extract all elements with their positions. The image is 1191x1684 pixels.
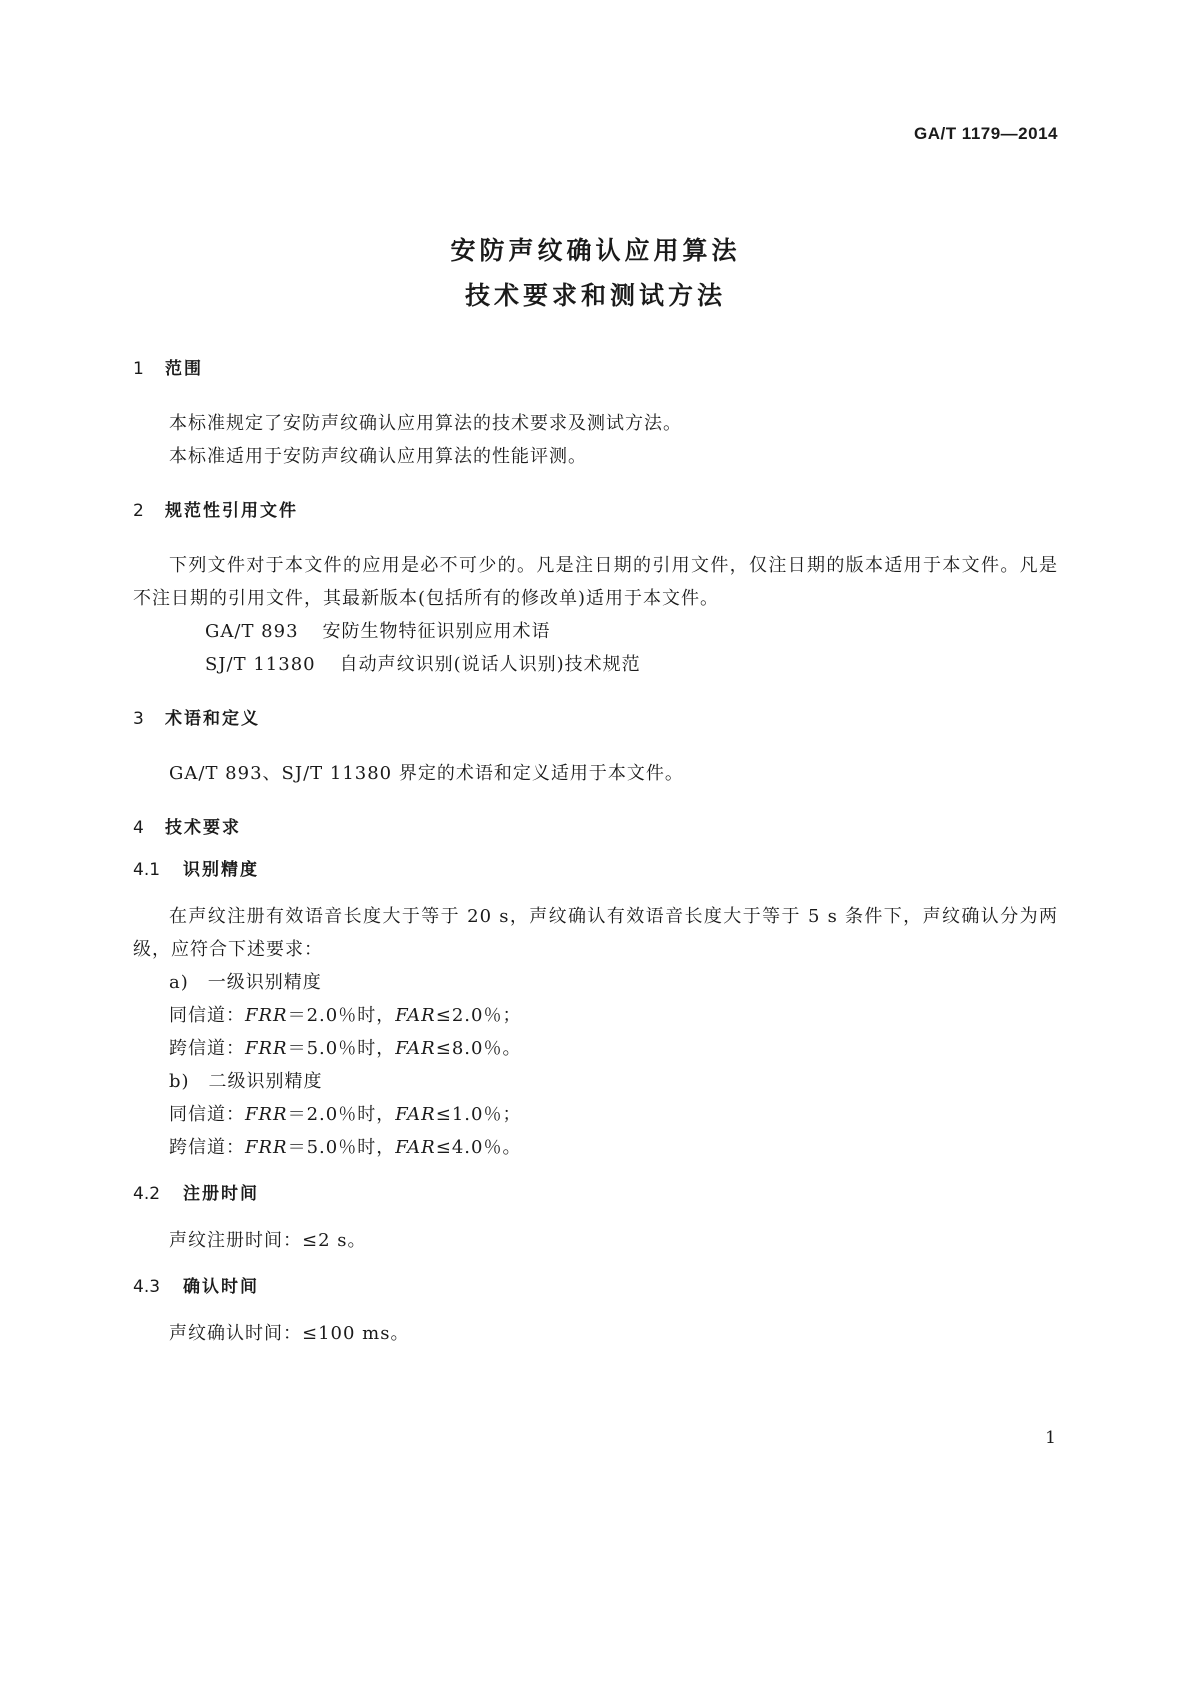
document-title xyxy=(0,228,1191,318)
frr-value: ＝2.0％时， xyxy=(287,1104,396,1125)
subsection-4-1-heading xyxy=(133,858,1058,882)
channel-label: 跨信道： xyxy=(169,1038,245,1059)
section-title: 规范性引用文件 xyxy=(165,501,298,521)
reference-code: GA/T 893 xyxy=(205,621,299,642)
accuracy-cross-channel-a xyxy=(133,1032,1058,1065)
section-title: 技术要求 xyxy=(165,818,241,838)
paragraph: 在声纹注册有效语音长度大于等于 20 s，声纹确认有效语音长度大于等于 5 s 条件下，声纹确认分为两级，应符合下述要求： xyxy=(133,906,1058,960)
section-3-heading xyxy=(133,707,1058,731)
paragraph: 本标准适用于安防声纹确认应用算法的性能评测。 xyxy=(169,446,587,467)
far-value: ≤8.0％。 xyxy=(435,1038,522,1059)
accuracy-same-channel-a xyxy=(133,999,1058,1032)
far-symbol: FAR xyxy=(395,1005,436,1026)
section-number: 2 xyxy=(133,501,144,521)
paragraph: 声纹注册时间：≤2 s。 xyxy=(169,1230,367,1251)
frr-value: ＝2.0％时， xyxy=(287,1005,396,1026)
section-title: 术语和定义 xyxy=(165,709,260,729)
list-item-b: b) 二级识别精度 xyxy=(169,1071,323,1092)
reference-item xyxy=(133,615,1058,648)
frr-symbol: FRR xyxy=(245,1038,288,1059)
standard-number: GA/T 1179—2014 xyxy=(913,124,1058,143)
frr-value: ＝5.0％时， xyxy=(287,1038,396,1059)
subsection-4-2-heading xyxy=(133,1182,1058,1206)
subsection-number: 4.1 xyxy=(133,860,161,880)
reference-item xyxy=(133,648,1058,681)
subsection-4-3-heading xyxy=(133,1275,1058,1299)
list-item-a: a) 一级识别精度 xyxy=(169,972,322,993)
reference-code: SJ/T 11380 xyxy=(205,654,316,675)
subsection-number: 4.3 xyxy=(133,1277,161,1297)
subsection-title: 确认时间 xyxy=(183,1277,259,1297)
far-value: ≤4.0％。 xyxy=(435,1137,522,1158)
title-line-2: 技术要求和测试方法 xyxy=(464,281,726,310)
accuracy-same-channel-b xyxy=(133,1098,1058,1131)
section-number: 1 xyxy=(133,359,144,379)
paragraph: GA/T 893、SJ/T 11380 界定的术语和定义适用于本文件。 xyxy=(169,763,684,784)
far-value: ≤2.0％； xyxy=(435,1005,522,1026)
title-line-1: 安防声纹确认应用算法 xyxy=(450,236,741,265)
section-2-heading xyxy=(133,499,1058,523)
subsection-title: 注册时间 xyxy=(183,1184,259,1204)
paragraph: 本标准规定了安防声纹确认应用算法的技术要求及测试方法。 xyxy=(169,413,682,434)
channel-label: 同信道： xyxy=(169,1104,245,1125)
far-symbol: FAR xyxy=(395,1104,436,1125)
section-title: 范围 xyxy=(165,359,203,379)
far-symbol: FAR xyxy=(395,1038,436,1059)
far-symbol: FAR xyxy=(395,1137,436,1158)
channel-label: 跨信道： xyxy=(169,1137,245,1158)
section-number: 3 xyxy=(133,709,144,729)
paragraph: 声纹确认时间：≤100 ms。 xyxy=(169,1323,410,1344)
frr-symbol: FRR xyxy=(245,1137,288,1158)
section-4-heading xyxy=(133,816,1058,840)
frr-value: ＝5.0％时， xyxy=(287,1137,396,1158)
reference-title: 安防生物特征识别应用术语 xyxy=(322,621,551,642)
reference-title: 自动声纹识别(说话人识别)技术规范 xyxy=(339,654,641,675)
section-1-heading xyxy=(133,357,1058,381)
frr-symbol: FRR xyxy=(245,1104,288,1125)
document-body xyxy=(133,357,1058,1350)
subsection-title: 识别精度 xyxy=(183,860,259,880)
channel-label: 同信道： xyxy=(169,1005,245,1026)
subsection-number: 4.2 xyxy=(133,1184,161,1204)
frr-symbol: FRR xyxy=(245,1005,288,1026)
section-number: 4 xyxy=(133,818,144,838)
far-value: ≤1.0％； xyxy=(435,1104,522,1125)
accuracy-cross-channel-b xyxy=(133,1131,1058,1164)
page-number: 1 xyxy=(1045,1428,1056,1448)
paragraph: 下列文件对于本文件的应用是必不可少的。凡是注日期的引用文件，仅注日期的版本适用于本文件。凡是不注日期的引用文件，其最新版本(包括所有的修改单)适用于本文件。 xyxy=(133,555,1058,609)
